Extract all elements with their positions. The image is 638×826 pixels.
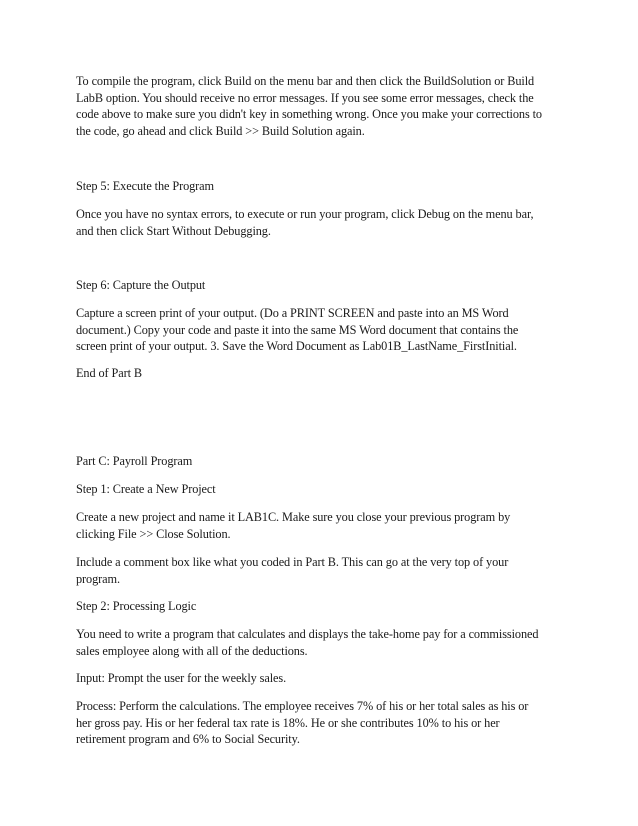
paragraph-comment-box: Include a comment box like what you coded in Part B. This can go at the very top of your program.	[76, 555, 509, 586]
heading-step-1: Step 1: Create a New Project	[76, 482, 216, 496]
heading-step-6: Step 6: Capture the Output	[76, 278, 206, 292]
heading-part-c: Part C: Payroll Program	[76, 454, 193, 468]
paragraph-capture-instructions: Capture a screen print of your output. (Do a PRINT SCREEN and paste into an MS Word document.) Copy your code and paste it into the same MS Word document that contains the screen print of your output. 3. Save the Word Document as Lab01B_LastName_FirstInitial.	[76, 306, 519, 354]
heading-step-5: Step 5: Execute the Program	[76, 179, 214, 193]
heading-step-2: Step 2: Processing Logic	[76, 599, 197, 613]
end-of-part-b: End of Part B	[76, 366, 142, 380]
paragraph-execute-instructions: Once you have no syntax errors, to execute or run your program, click Debug on the menu bar, and then click Start Without Debugging.	[76, 207, 534, 238]
paragraph-compile-instructions: To compile the program, click Build on the menu bar and then click the BuildSolution or Build LabB option. You should receive no error messages. If you see some error messages, check the code above to make sure you didn't key in something wrong. Once you make your corrections to the code, go ahead and click Build >> Build Solution again.	[76, 74, 542, 138]
paragraph-processing-logic: You need to write a program that calculates and displays the take-home pay for a commissioned sales employee along with all of the deductions.	[76, 627, 539, 658]
paragraph-input: Input: Prompt the user for the weekly sales.	[76, 671, 287, 685]
paragraph-create-project: Create a new project and name it LAB1C. Make sure you close your previous program by clicking File >> Close Solution.	[76, 510, 511, 541]
paragraph-process: Process: Perform the calculations. The employee receives 7% of his or her total sales as his or her gross pay. His or her federal tax rate is 18%. He or she contributes 10% to his or her retirement program and 6% to Social Security.	[76, 699, 529, 747]
